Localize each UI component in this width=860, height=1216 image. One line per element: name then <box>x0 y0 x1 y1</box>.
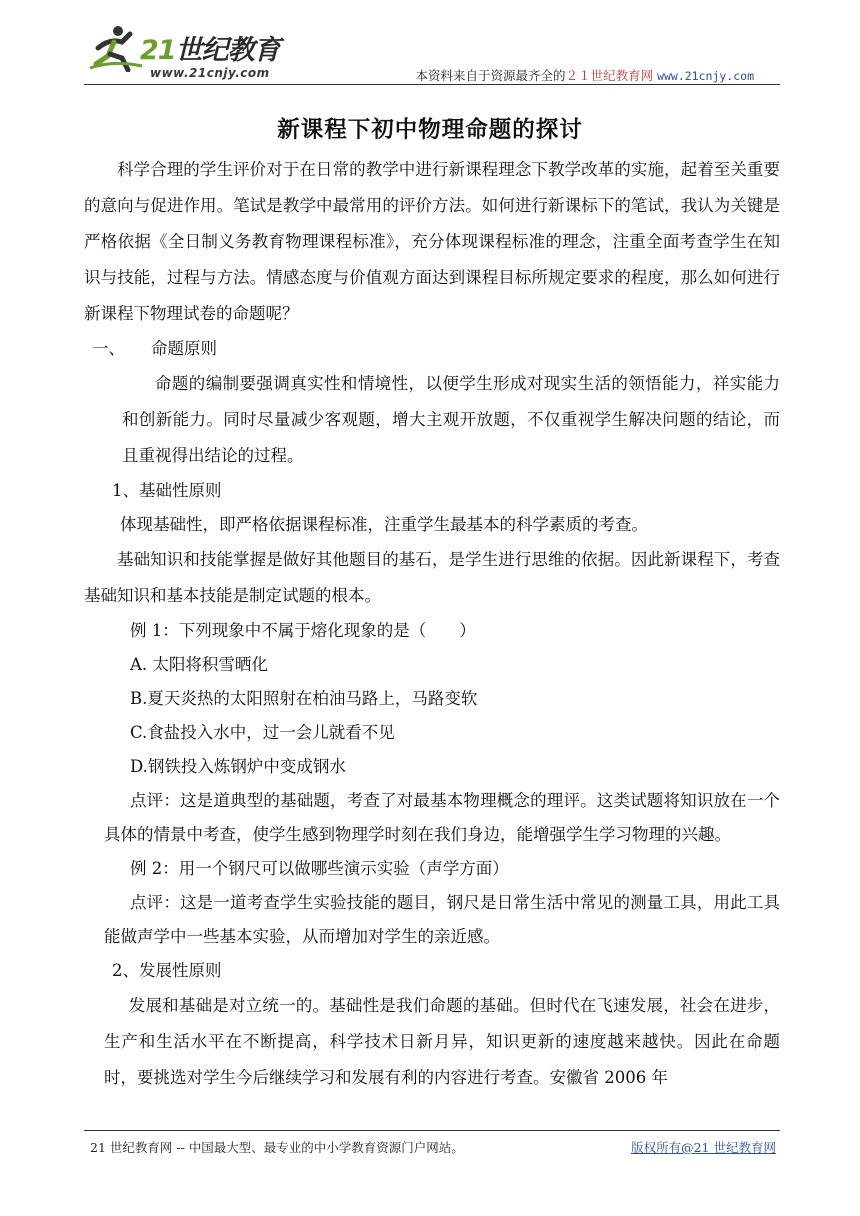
comment-paragraph: 点评：这是一道考查学生实验技能的题目，钢尺是日常生活中常见的测量工具，用此工具能做声学中一些基本实验，从而增加对学生的亲近感。 <box>104 893 780 946</box>
logo-url: www.21cnjy.com <box>150 66 270 80</box>
paragraph: 发展和基础是对立统一的。基础性是我们命题的基础。但时代在飞速发展，社会在进步，生产和生活水平在不断提高，科学技术日新月异，知识更新的速度越来越快。因此在命题时，要挑选对学生今后继续学习和发展有利的内容进行考查。安徽省 2006 年 <box>104 996 780 1087</box>
section-heading <box>84 332 780 366</box>
page-header <box>0 0 860 100</box>
example-question: 例 1：下列现象中不属于熔化现象的是（ ） <box>130 621 476 640</box>
footer-text: 21 世纪教育网 -- 中国最大型、最专业的中小学教育资源门户网站。 <box>90 1140 464 1155</box>
section-title: 命题原则 <box>151 339 217 358</box>
section-number: 一、 <box>92 339 125 358</box>
example-question: 例 2：用一个钢尺可以做哪些演示实验（声学方面） <box>130 859 509 878</box>
paragraph: 体现基础性，即严格依据课程标准，注重学生最基本的科学素质的考查。 <box>120 515 648 534</box>
subsection-title: 2、发展性原则 <box>112 961 222 980</box>
header-source-note <box>416 66 754 84</box>
option-c: C.食盐投入水中，过一会儿就看不见 <box>130 723 395 742</box>
comment-paragraph: 点评：这是道典型的基础题，考查了对最基本物理概念的理评。这类试题将知识放在一个具体的情景中考查，使学生感到物理学时刻在我们身边，能增强学生学习物理的兴趣。 <box>104 791 780 844</box>
intro-paragraph: 科学合理的学生评价对于在日常的教学中进行新课程理念下教学改革的实施，起着至关重要的意向与促进作用。笔试是教学中最常用的评价方法。如何进行新课标下的笔试，我认为关键是严格依据《全日制义务教育物理课程标准》，充分体现课程标准的理念，注重全面考查学生在知识与技能，过程与方法。情感态度与价值观方面达到课程目标所规定要求的程度，那么如何进行新课程下物理试卷的命题呢？ <box>84 160 780 323</box>
site-logo[interactable] <box>88 22 288 84</box>
header-note-prefix: 本资料来自于资源最齐全的 <box>415 68 566 83</box>
paragraph: 基础知识和技能掌握是做好其他题目的基石，是学生进行思维的依据。因此新课程下，考查基础知识和基本技能是制定试题的根本。 <box>84 550 780 605</box>
header-divider <box>84 84 780 85</box>
subsection-title: 1、基础性原则 <box>112 481 222 500</box>
option-b: B.夏天炎热的太阳照射在柏油马路上，马路变软 <box>130 689 478 708</box>
option-a: A. 太阳将积雪晒化 <box>130 655 268 674</box>
header-note-highlight[interactable]: ２１世纪教育网 <box>565 68 654 83</box>
header-note-url[interactable]: www.21cnjy.com <box>657 69 754 83</box>
footer-divider <box>84 1130 780 1131</box>
footer-copyright-link[interactable]: 版权所有@21 世纪教育网 <box>631 1140 776 1155</box>
logo-brand-text: 21世纪教育 <box>140 35 280 66</box>
principle-intro-paragraph: 命题的编制要强调真实性和情境性，以便学生形成对现实生活的领悟能力，祥实能力和创新能力。同时尽量减少客观题，增大主观开放题，不仅重视学生解决问题的结论，而且重视得出结论的过程。 <box>122 374 780 465</box>
document-title: 新课程下初中物理命题的探讨 <box>277 117 583 143</box>
option-d: D.钢铁投入炼钢炉中变成钢水 <box>130 757 346 776</box>
runner-logo-icon <box>88 24 144 72</box>
document-body <box>84 152 780 1096</box>
logo-brand-rest: 世纪教育 <box>175 35 280 66</box>
